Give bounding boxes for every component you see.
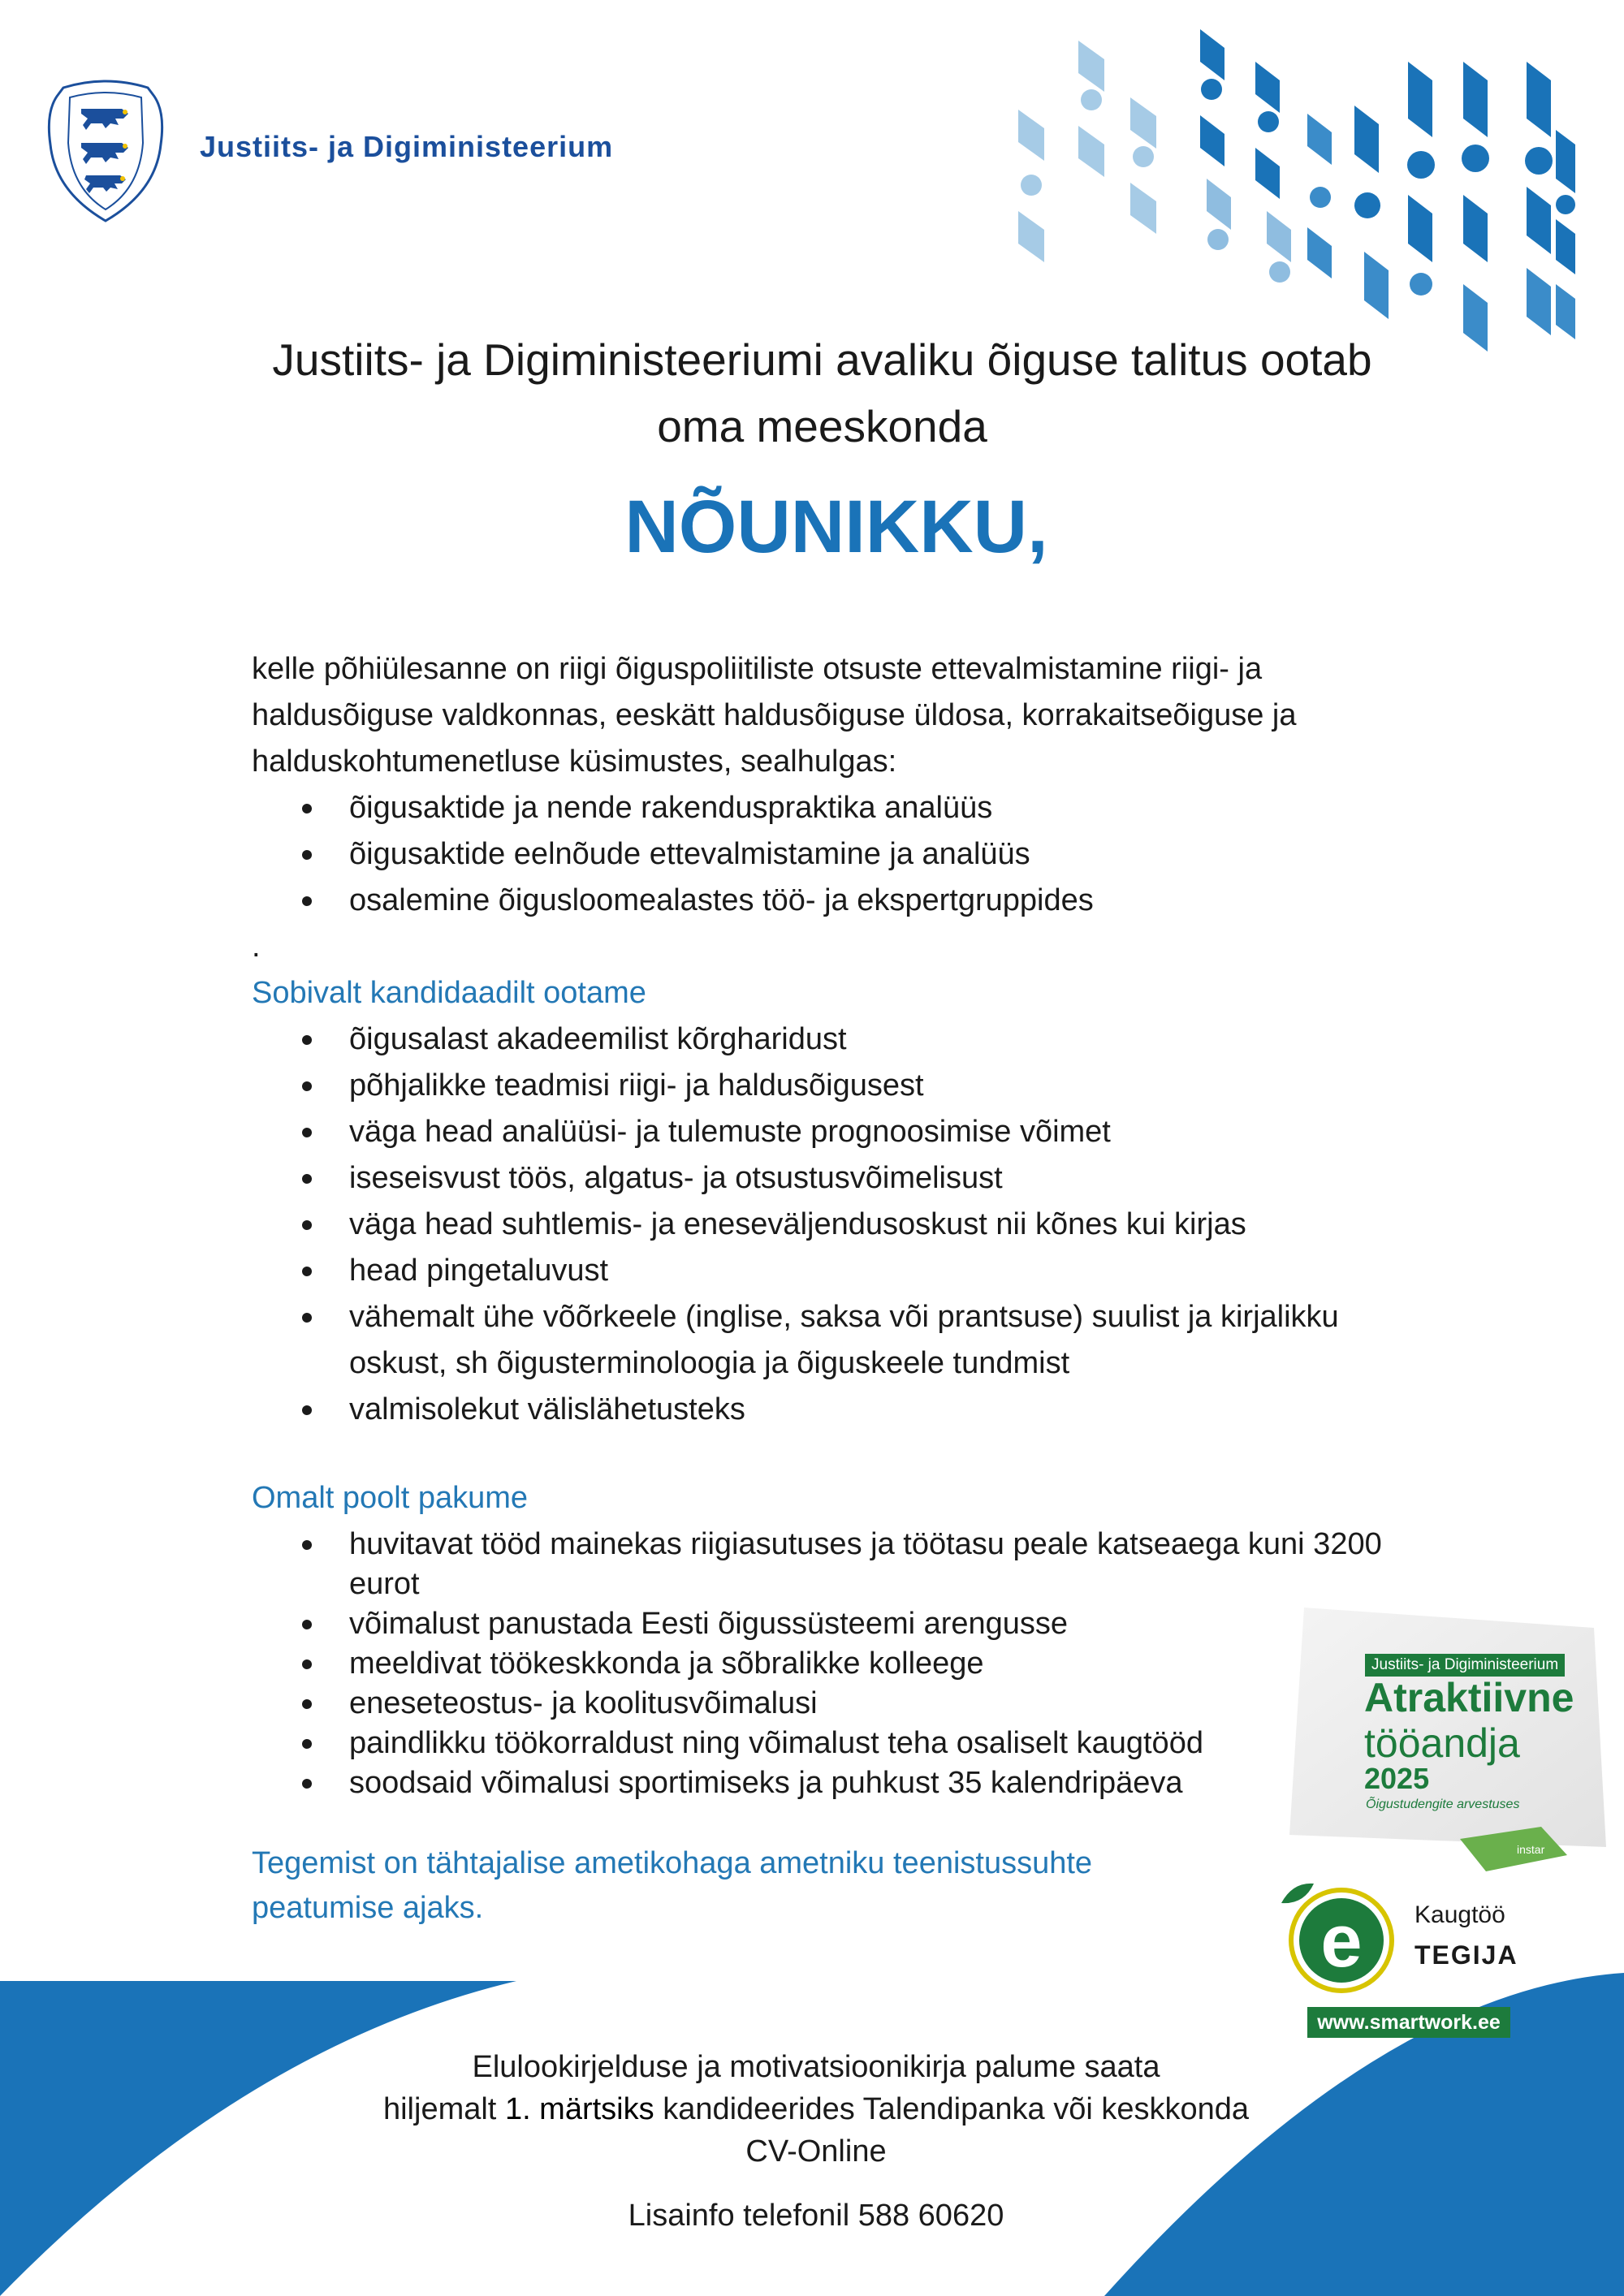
list-item: huvitavat tööd mainekas riigiasutuses ja töötasu peale katseaega kuni 3200 eurot <box>252 1525 1437 1604</box>
list-item: meeldivat töökeskkonda ja sõbralikke kolleege <box>252 1644 1453 1684</box>
list-item: head pingetaluvust <box>252 1248 1437 1294</box>
remote-work-logo-icon <box>1275 1875 1397 1997</box>
remote-badge-line-1: Kaugtöö <box>1415 1901 1505 1928</box>
ministry-name: Justiits- ja Digiministeerium <box>200 130 614 163</box>
description-line-1: kelle põhiülesanne on riigi õiguspoliitiliste otsuste ettevalmistamine riigi- ja <box>252 652 1263 686</box>
description-line-2: haldusõiguse valdkonnas, eeskätt haldusõiguse üldosa, korrakaitseõiguse ja <box>252 698 1297 732</box>
intro-text <box>0 326 1624 460</box>
employment-note <box>252 1841 1307 1931</box>
list-item: võimalust panustada Eesti õigussüsteemi arengusse <box>252 1604 1453 1644</box>
partner-logo: instar <box>1517 1843 1545 1856</box>
award-label: Justiits- ja Digiministeerium <box>1365 1654 1565 1677</box>
svg-text:e: e <box>1320 1900 1363 1983</box>
list-item: põhjalikke teadmisi riigi- ja haldusõigusest <box>252 1063 1437 1109</box>
award-subtitle: tööandja <box>1364 1720 1520 1766</box>
award-year: 2025 <box>1364 1762 1430 1795</box>
footer-line-1: Elulookirjelduse ja motivatsioonikirja palume saata <box>472 2050 1160 2084</box>
ribbon-pattern-icon <box>1018 29 1575 352</box>
list-item: õigusaktide ja nende rakenduspraktika analüüs <box>252 785 1470 831</box>
contact-phone: Lisainfo telefonil 588 60620 <box>628 2199 1004 2233</box>
intro-line-2: oma meeskonda <box>657 401 987 451</box>
remote-badge-line-2: TEGIJA <box>1415 1940 1518 1970</box>
application-info <box>268 2046 1364 2173</box>
intro-line-1: Justiits- ja Digiministeeriumi avaliku õiguse talitus ootab <box>272 334 1372 385</box>
list-item: eneseteostus- ja koolitusvõimalusi <box>252 1684 1453 1724</box>
requirements-list <box>252 1016 1437 1433</box>
footer-prefix: hiljemalt <box>382 2092 505 2126</box>
footer-line-3: CV-Online <box>745 2134 887 2169</box>
list-item: õigusalast akadeemilist kõrgharidust <box>252 1016 1437 1063</box>
list-item: paindlikku töökorraldust ning võimalust teha osaliselt kaugtööd <box>252 1724 1453 1763</box>
list-item: väga head analüüsi- ja tulemuste prognoosimise võimet <box>252 1109 1437 1155</box>
task-list <box>252 785 1470 924</box>
list-item: vähemalt ühe võõrkeele (inglise, saksa või prantsuse) suulist ja kirjalikku oskust, sh õigusterminoloogia ja õiguskeele tundmist <box>252 1294 1405 1387</box>
award-note: Õigustudengite arvestuses <box>1366 1798 1520 1811</box>
separator-dot: . <box>252 930 261 964</box>
position-title: NÕUNIKKU, <box>624 486 1048 568</box>
job-description <box>252 646 1470 785</box>
smartwork-link[interactable]: www.smartwork.ee <box>1307 2007 1510 2038</box>
footer-suffix: kandideerides Talendipanka või keskkonda <box>654 2092 1249 2126</box>
footer-line-2 <box>268 2088 1364 2130</box>
list-item: õigusaktide eelnõude ettevalmistamine ja analüüs <box>252 831 1470 878</box>
list-item: väga head suhtlemis- ja eneseväljendusoskust nii kõnes kui kirjas <box>252 1202 1437 1248</box>
offer-heading: Omalt poolt pakume <box>252 1481 529 1515</box>
note-line-1: Tegemist on tähtajalise ametikohaga ametniku teenistussuhte <box>252 1846 1093 1880</box>
list-item: valmisolekut välislähetusteks <box>252 1387 1437 1433</box>
list-item: osalemine õigusloomealastes töö- ja ekspertgruppides <box>252 878 1470 924</box>
description-line-3: halduskohtumenetluse küsimustes, sealhulgas: <box>252 744 897 779</box>
deadline: 1. märtsiks <box>504 2092 654 2126</box>
award-title: Atraktiivne <box>1364 1675 1574 1720</box>
coat-of-arms-icon <box>39 78 172 224</box>
requirements-heading: Sobivalt kandidaadilt ootame <box>252 976 646 1010</box>
note-line-2: peatumise ajaks. <box>252 1891 484 1925</box>
list-item: soodsaid võimalusi sportimiseks ja puhkust 35 kalendripäeva <box>252 1763 1453 1803</box>
list-item: iseseisvust töös, algatus- ja otsustusvõimelisust <box>252 1155 1437 1202</box>
